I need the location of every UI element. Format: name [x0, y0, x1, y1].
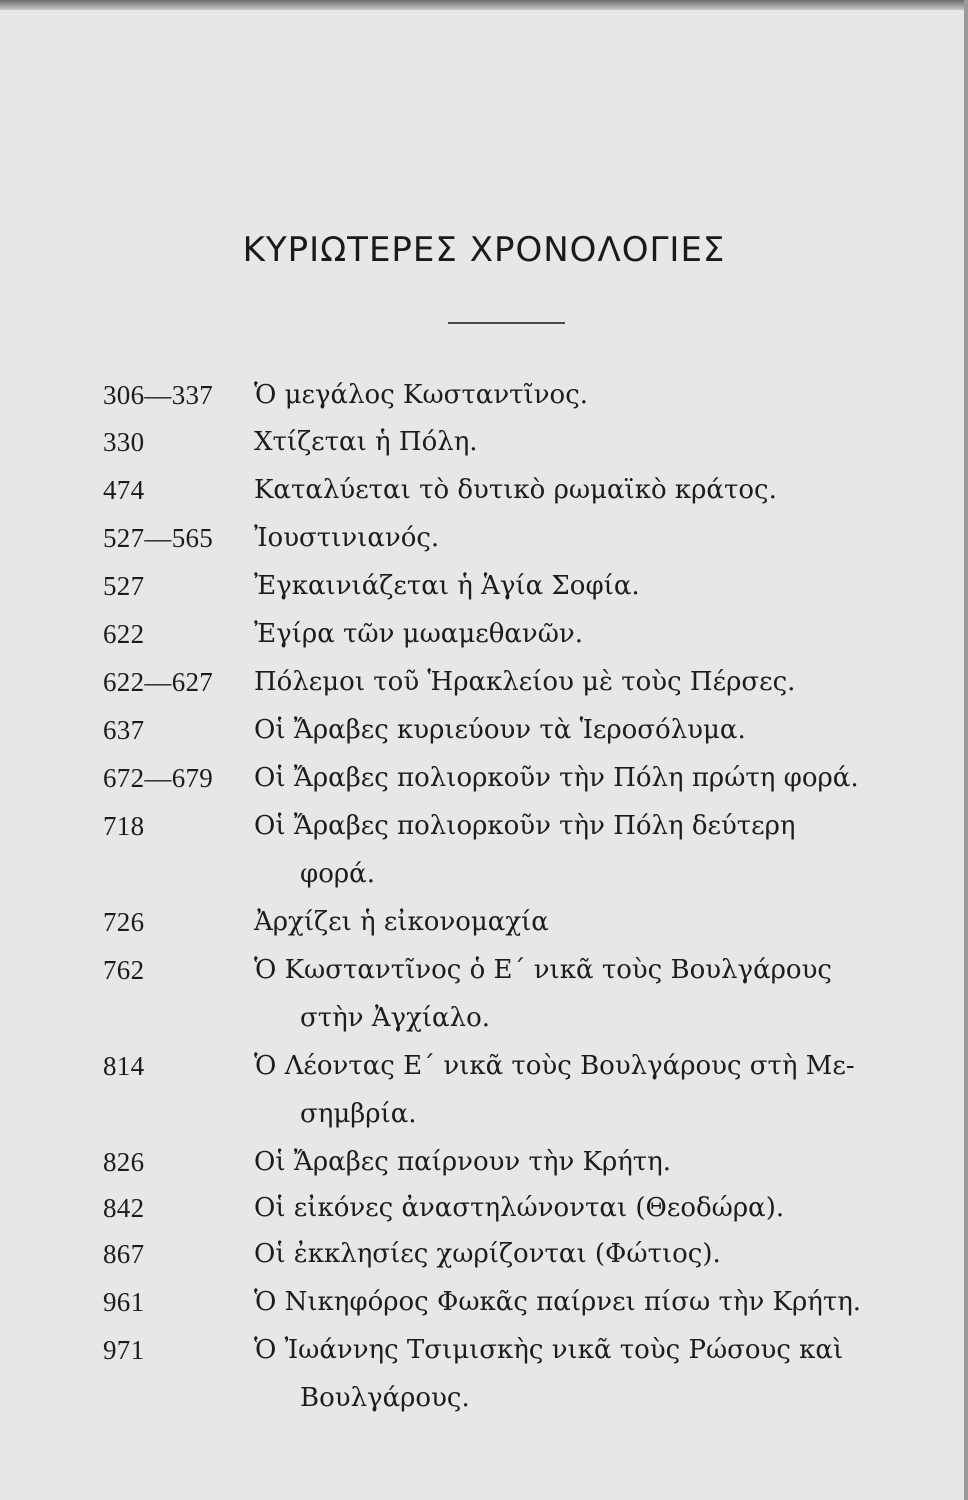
entry-text: [254, 1326, 910, 1422]
entry-text: Ἐγκαινιάζεται ἡ Ἁγία Σοφία.: [254, 571, 640, 601]
entry-date: 527—565: [103, 523, 214, 553]
entry-date: 622: [103, 619, 145, 649]
entry-date: 726: [103, 907, 145, 937]
entry-text-line: Ὁ Ἰωάννης Τσιμισκὴς νικᾶ τοὺς Ρώσους καὶ: [254, 1335, 844, 1365]
entry-text: Πόλεμοι τοῦ Ἡρακλείου μὲ τοὺς Πέρσες.: [254, 667, 796, 697]
entry-text-line: Ὁ Κωσταντῖνος ὁ Ε΄ νικᾶ τοὺς Βουλγάρους: [254, 955, 832, 985]
page-top-edge: [0, 0, 968, 10]
entry-text-continuation: στὴν Ἀγχίαλο.: [300, 1003, 490, 1033]
entry-text: [254, 946, 910, 1042]
page-right-edge: [964, 0, 968, 1500]
entry-text: Οἱ ἐκκλησίες χωρίζονται (Φώτιος).: [254, 1239, 721, 1269]
entry-text-continuation: Βουλγάρους.: [300, 1383, 470, 1413]
entry-text: Ἰουστινιανός.: [254, 523, 440, 553]
entry-text: Οἱ Ἄραβες πολιορκοῦν τὴν Πόλη πρώτη φορά.: [254, 763, 859, 793]
entry-text: Ὁ μεγάλος Κωσταντῖνος.: [254, 380, 589, 410]
entry-date: 762: [103, 955, 145, 985]
entry-date: 330: [103, 427, 145, 457]
entry-text: Ἐγίρα τῶν μωαμεθανῶν.: [254, 619, 583, 649]
entry-text: [254, 802, 910, 898]
entry-text-line: Ὁ Λέοντας Ε΄ νικᾶ τοὺς Βουλγάρους στὴ Με-: [254, 1051, 855, 1081]
entry-date: 306—337: [103, 380, 214, 410]
entry-text: Οἱ Ἄραβες παίρνουν τὴν Κρήτη.: [254, 1147, 672, 1177]
entry-text-line: Οἱ Ἄραβες πολιορκοῦν τὴν Πόλη δεύτερη: [254, 811, 796, 841]
entry-text-continuation: φορά.: [300, 859, 375, 889]
entry-text: Οἱ Ἄραβες κυριεύουν τὰ Ἱεροσόλυμα.: [254, 715, 746, 745]
entry-date: 826: [103, 1147, 145, 1177]
entry-date: 971: [103, 1335, 145, 1365]
entry-date: 867: [103, 1239, 145, 1269]
entry-text: Καταλύεται τὸ δυτικὸ ρωμαϊκὸ κράτος.: [254, 475, 777, 505]
entry-date: 672—679: [103, 763, 214, 793]
entry-text: [254, 1042, 910, 1138]
title-divider: [448, 322, 565, 324]
entry-date: 842: [103, 1193, 145, 1223]
entry-date: 637: [103, 715, 145, 745]
page-title: ΚΥΡΙΩΤΕΡΕΣ ΧΡΟΝΟΛΟΓΙΕΣ: [242, 230, 726, 270]
entry-date: 622—627: [103, 667, 214, 697]
entry-date: 718: [103, 811, 145, 841]
entry-date: 961: [103, 1287, 145, 1317]
entry-text: Ἀρχίζει ἡ εἰκονομαχία: [254, 907, 549, 937]
entry-date: 474: [103, 475, 145, 505]
entry-text: Οἱ εἰκόνες ἀναστηλώνονται (Θεοδώρα).: [254, 1193, 785, 1223]
entry-text: Χτίζεται ἡ Πόλη.: [254, 427, 478, 457]
entry-date: 527: [103, 571, 145, 601]
entry-date: 814: [103, 1051, 145, 1081]
entry-text-continuation: σημβρία.: [300, 1099, 417, 1129]
entry-text: Ὁ Νικηφόρος Φωκᾶς παίρνει πίσω τὴν Κρήτη.: [254, 1287, 862, 1317]
